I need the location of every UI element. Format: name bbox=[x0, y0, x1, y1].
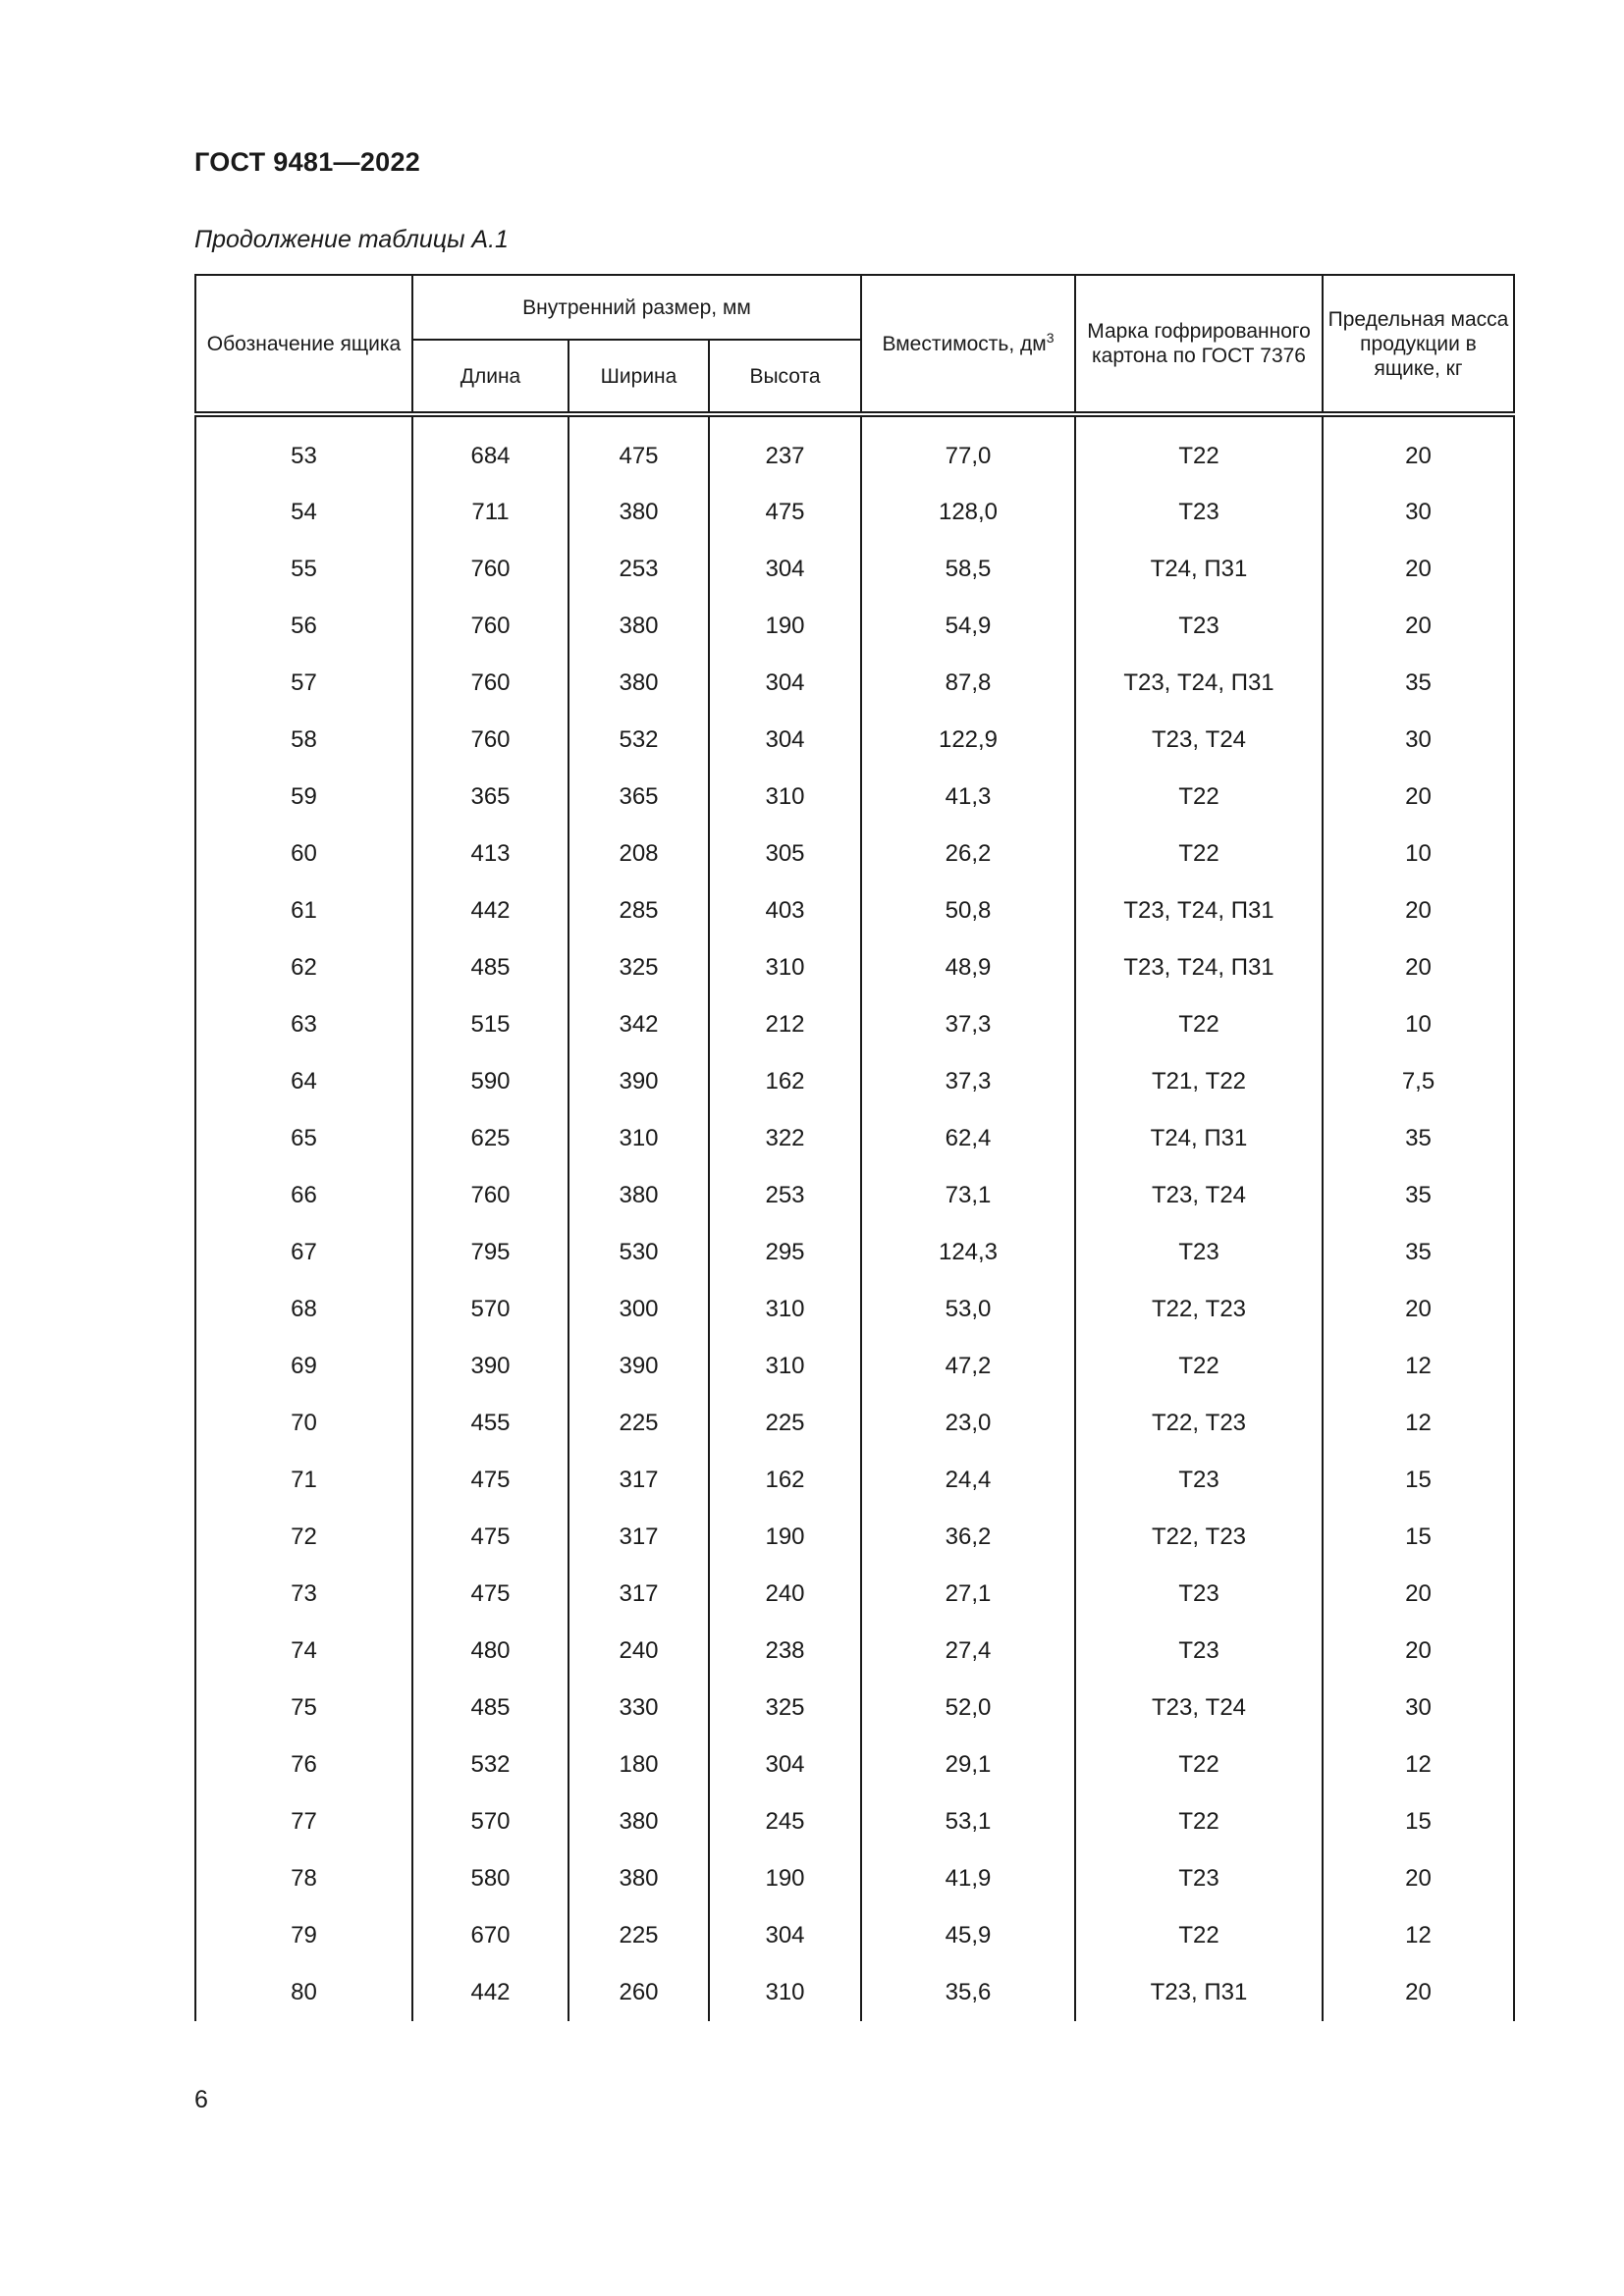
table-row bbox=[195, 882, 1514, 939]
cell-capacity: 35,6 bbox=[861, 1964, 1075, 2021]
cell-height: 162 bbox=[709, 1053, 861, 1110]
cell-grade: Т22, Т23 bbox=[1075, 1509, 1323, 1566]
cell-width: 330 bbox=[568, 1680, 709, 1736]
cell-capacity: 36,2 bbox=[861, 1509, 1075, 1566]
cell-max-mass: 20 bbox=[1323, 939, 1514, 996]
cell-width: 325 bbox=[568, 939, 709, 996]
table-row bbox=[195, 1281, 1514, 1338]
cell-height: 310 bbox=[709, 769, 861, 826]
cell-max-mass: 30 bbox=[1323, 484, 1514, 541]
cell-capacity: 26,2 bbox=[861, 826, 1075, 882]
table-row bbox=[195, 541, 1514, 598]
cell-grade: Т21, Т22 bbox=[1075, 1053, 1323, 1110]
cell-length: 625 bbox=[412, 1110, 568, 1167]
table-header bbox=[195, 275, 1514, 414]
cell-capacity: 37,3 bbox=[861, 1053, 1075, 1110]
cell-grade: Т23, Т24, П31 bbox=[1075, 882, 1323, 939]
cell-width: 253 bbox=[568, 541, 709, 598]
cell-grade: Т23 bbox=[1075, 1850, 1323, 1907]
cell-max-mass: 20 bbox=[1323, 1623, 1514, 1680]
cell-length: 760 bbox=[412, 541, 568, 598]
cell-height: 304 bbox=[709, 655, 861, 712]
cell-grade: Т23, Т24, П31 bbox=[1075, 939, 1323, 996]
cell-max-mass: 20 bbox=[1323, 1281, 1514, 1338]
cell-designation: 70 bbox=[195, 1395, 412, 1452]
cell-max-mass: 30 bbox=[1323, 1680, 1514, 1736]
cell-grade: Т23, П31 bbox=[1075, 1964, 1323, 2021]
cell-designation: 72 bbox=[195, 1509, 412, 1566]
cell-width: 380 bbox=[568, 1850, 709, 1907]
cell-designation: 71 bbox=[195, 1452, 412, 1509]
cell-grade: Т23, Т24 bbox=[1075, 1680, 1323, 1736]
cell-capacity: 77,0 bbox=[861, 414, 1075, 484]
table-row bbox=[195, 1509, 1514, 1566]
cell-height: 310 bbox=[709, 1338, 861, 1395]
cell-designation: 56 bbox=[195, 598, 412, 655]
cell-designation: 68 bbox=[195, 1281, 412, 1338]
document-title: ГОСТ 9481—2022 bbox=[194, 147, 421, 177]
cell-max-mass: 20 bbox=[1323, 598, 1514, 655]
cell-height: 253 bbox=[709, 1167, 861, 1224]
cell-height: 304 bbox=[709, 1736, 861, 1793]
cell-length: 795 bbox=[412, 1224, 568, 1281]
header-designation: Обозначение ящика bbox=[195, 275, 412, 414]
cell-max-mass: 35 bbox=[1323, 655, 1514, 712]
table-row bbox=[195, 1736, 1514, 1793]
cell-capacity: 50,8 bbox=[861, 882, 1075, 939]
cell-max-mass: 12 bbox=[1323, 1338, 1514, 1395]
cell-capacity: 54,9 bbox=[861, 598, 1075, 655]
cell-height: 245 bbox=[709, 1793, 861, 1850]
table-row bbox=[195, 1623, 1514, 1680]
cell-designation: 61 bbox=[195, 882, 412, 939]
cell-width: 225 bbox=[568, 1907, 709, 1964]
cell-width: 317 bbox=[568, 1509, 709, 1566]
cell-width: 380 bbox=[568, 1167, 709, 1224]
cell-width: 365 bbox=[568, 769, 709, 826]
header-capacity-label: Вместимость, дм bbox=[882, 332, 1047, 355]
cell-length: 480 bbox=[412, 1623, 568, 1680]
cell-grade: Т23 bbox=[1075, 484, 1323, 541]
table-row bbox=[195, 1167, 1514, 1224]
header-inner-size: Внутренний размер, мм bbox=[412, 275, 861, 340]
cell-designation: 53 bbox=[195, 414, 412, 484]
cell-length: 485 bbox=[412, 1680, 568, 1736]
cell-max-mass: 35 bbox=[1323, 1110, 1514, 1167]
cell-designation: 78 bbox=[195, 1850, 412, 1907]
table-row bbox=[195, 712, 1514, 769]
cell-width: 380 bbox=[568, 1793, 709, 1850]
cell-height: 310 bbox=[709, 1964, 861, 2021]
cell-max-mass: 12 bbox=[1323, 1736, 1514, 1793]
cell-max-mass: 15 bbox=[1323, 1793, 1514, 1850]
cell-grade: Т22 bbox=[1075, 1736, 1323, 1793]
cell-max-mass: 10 bbox=[1323, 826, 1514, 882]
cell-capacity: 37,3 bbox=[861, 996, 1075, 1053]
cell-height: 403 bbox=[709, 882, 861, 939]
cell-height: 237 bbox=[709, 414, 861, 484]
table-row bbox=[195, 1395, 1514, 1452]
cell-length: 515 bbox=[412, 996, 568, 1053]
cell-grade: Т24, П31 bbox=[1075, 1110, 1323, 1167]
cell-width: 208 bbox=[568, 826, 709, 882]
header-capacity bbox=[861, 275, 1075, 414]
cell-capacity: 41,9 bbox=[861, 1850, 1075, 1907]
cell-designation: 58 bbox=[195, 712, 412, 769]
box-sizes-table bbox=[194, 274, 1515, 2021]
cell-length: 711 bbox=[412, 484, 568, 541]
cell-height: 190 bbox=[709, 598, 861, 655]
cell-capacity: 122,9 bbox=[861, 712, 1075, 769]
cell-width: 475 bbox=[568, 414, 709, 484]
cell-designation: 62 bbox=[195, 939, 412, 996]
cell-height: 212 bbox=[709, 996, 861, 1053]
cell-max-mass: 7,5 bbox=[1323, 1053, 1514, 1110]
cell-height: 190 bbox=[709, 1509, 861, 1566]
table-row bbox=[195, 1850, 1514, 1907]
table-row bbox=[195, 939, 1514, 996]
table-caption: Продолжение таблицы А.1 bbox=[194, 226, 509, 253]
cell-designation: 80 bbox=[195, 1964, 412, 2021]
cell-designation: 64 bbox=[195, 1053, 412, 1110]
data-table-container bbox=[194, 274, 1513, 2021]
cell-capacity: 53,0 bbox=[861, 1281, 1075, 1338]
cell-width: 390 bbox=[568, 1338, 709, 1395]
cell-grade: Т23 bbox=[1075, 1566, 1323, 1623]
table-row bbox=[195, 598, 1514, 655]
cell-designation: 67 bbox=[195, 1224, 412, 1281]
cell-length: 442 bbox=[412, 1964, 568, 2021]
table-row bbox=[195, 1224, 1514, 1281]
cell-capacity: 23,0 bbox=[861, 1395, 1075, 1452]
cell-max-mass: 12 bbox=[1323, 1395, 1514, 1452]
cell-length: 580 bbox=[412, 1850, 568, 1907]
cell-height: 325 bbox=[709, 1680, 861, 1736]
cell-width: 225 bbox=[568, 1395, 709, 1452]
cell-designation: 75 bbox=[195, 1680, 412, 1736]
cell-capacity: 27,1 bbox=[861, 1566, 1075, 1623]
cell-width: 240 bbox=[568, 1623, 709, 1680]
cell-designation: 59 bbox=[195, 769, 412, 826]
cell-grade: Т23 bbox=[1075, 1623, 1323, 1680]
table-row bbox=[195, 1566, 1514, 1623]
cell-length: 390 bbox=[412, 1338, 568, 1395]
cell-grade: Т23 bbox=[1075, 598, 1323, 655]
cell-height: 322 bbox=[709, 1110, 861, 1167]
cell-max-mass: 10 bbox=[1323, 996, 1514, 1053]
cell-capacity: 45,9 bbox=[861, 1907, 1075, 1964]
table-row bbox=[195, 769, 1514, 826]
cell-grade: Т24, П31 bbox=[1075, 541, 1323, 598]
cell-length: 760 bbox=[412, 712, 568, 769]
header-length: Длина bbox=[412, 340, 568, 414]
cell-max-mass: 35 bbox=[1323, 1224, 1514, 1281]
cell-max-mass: 20 bbox=[1323, 414, 1514, 484]
cell-height: 190 bbox=[709, 1850, 861, 1907]
cell-designation: 76 bbox=[195, 1736, 412, 1793]
cell-width: 317 bbox=[568, 1566, 709, 1623]
cell-max-mass: 35 bbox=[1323, 1167, 1514, 1224]
cell-length: 475 bbox=[412, 1509, 568, 1566]
cell-grade: Т22 bbox=[1075, 826, 1323, 882]
cell-width: 260 bbox=[568, 1964, 709, 2021]
cell-capacity: 128,0 bbox=[861, 484, 1075, 541]
cell-length: 570 bbox=[412, 1281, 568, 1338]
cell-max-mass: 15 bbox=[1323, 1509, 1514, 1566]
cell-grade: Т23 bbox=[1075, 1452, 1323, 1509]
cell-grade: Т22 bbox=[1075, 1338, 1323, 1395]
cell-max-mass: 20 bbox=[1323, 882, 1514, 939]
cell-designation: 69 bbox=[195, 1338, 412, 1395]
cell-length: 760 bbox=[412, 1167, 568, 1224]
cell-width: 532 bbox=[568, 712, 709, 769]
cell-designation: 79 bbox=[195, 1907, 412, 1964]
table-row bbox=[195, 1907, 1514, 1964]
table-row bbox=[195, 1452, 1514, 1509]
cell-capacity: 62,4 bbox=[861, 1110, 1075, 1167]
cell-grade: Т23, Т24 bbox=[1075, 712, 1323, 769]
cell-designation: 55 bbox=[195, 541, 412, 598]
cell-length: 670 bbox=[412, 1907, 568, 1964]
cell-width: 380 bbox=[568, 484, 709, 541]
cell-capacity: 27,4 bbox=[861, 1623, 1075, 1680]
cell-max-mass: 20 bbox=[1323, 1964, 1514, 2021]
cell-designation: 73 bbox=[195, 1566, 412, 1623]
table-row bbox=[195, 1680, 1514, 1736]
cell-height: 238 bbox=[709, 1623, 861, 1680]
cell-width: 380 bbox=[568, 598, 709, 655]
cell-length: 570 bbox=[412, 1793, 568, 1850]
cell-designation: 63 bbox=[195, 996, 412, 1053]
cell-designation: 77 bbox=[195, 1793, 412, 1850]
cell-length: 485 bbox=[412, 939, 568, 996]
cell-designation: 65 bbox=[195, 1110, 412, 1167]
cell-width: 530 bbox=[568, 1224, 709, 1281]
table-row bbox=[195, 414, 1514, 484]
table-row bbox=[195, 1338, 1514, 1395]
cell-grade: Т22, Т23 bbox=[1075, 1395, 1323, 1452]
cell-grade: Т23, Т24 bbox=[1075, 1167, 1323, 1224]
cell-grade: Т22 bbox=[1075, 996, 1323, 1053]
table-row bbox=[195, 484, 1514, 541]
cell-height: 295 bbox=[709, 1224, 861, 1281]
cell-designation: 60 bbox=[195, 826, 412, 882]
table-row bbox=[195, 996, 1514, 1053]
cell-length: 442 bbox=[412, 882, 568, 939]
cell-width: 300 bbox=[568, 1281, 709, 1338]
cell-length: 455 bbox=[412, 1395, 568, 1452]
cell-grade: Т22 bbox=[1075, 1907, 1323, 1964]
table-row bbox=[195, 1110, 1514, 1167]
cell-length: 532 bbox=[412, 1736, 568, 1793]
header-max-mass: Предельная масса продукции в ящике, кг bbox=[1323, 275, 1514, 414]
page-number: 6 bbox=[194, 2086, 208, 2113]
cell-height: 304 bbox=[709, 712, 861, 769]
header-width: Ширина bbox=[568, 340, 709, 414]
cell-max-mass: 20 bbox=[1323, 769, 1514, 826]
cell-grade: Т23, Т24, П31 bbox=[1075, 655, 1323, 712]
cell-designation: 54 bbox=[195, 484, 412, 541]
cell-length: 475 bbox=[412, 1566, 568, 1623]
cell-max-mass: 30 bbox=[1323, 712, 1514, 769]
cell-grade: Т22 bbox=[1075, 1793, 1323, 1850]
cell-capacity: 47,2 bbox=[861, 1338, 1075, 1395]
cell-width: 390 bbox=[568, 1053, 709, 1110]
cell-length: 475 bbox=[412, 1452, 568, 1509]
cell-capacity: 29,1 bbox=[861, 1736, 1075, 1793]
cell-length: 760 bbox=[412, 598, 568, 655]
header-capacity-superscript: 3 bbox=[1046, 329, 1055, 346]
cell-height: 225 bbox=[709, 1395, 861, 1452]
cell-capacity: 53,1 bbox=[861, 1793, 1075, 1850]
cell-designation: 74 bbox=[195, 1623, 412, 1680]
cell-width: 310 bbox=[568, 1110, 709, 1167]
cell-capacity: 58,5 bbox=[861, 541, 1075, 598]
cell-length: 760 bbox=[412, 655, 568, 712]
cell-height: 240 bbox=[709, 1566, 861, 1623]
cell-length: 365 bbox=[412, 769, 568, 826]
cell-length: 590 bbox=[412, 1053, 568, 1110]
table-row bbox=[195, 826, 1514, 882]
table-row bbox=[195, 1793, 1514, 1850]
cell-height: 310 bbox=[709, 939, 861, 996]
cell-max-mass: 20 bbox=[1323, 1566, 1514, 1623]
cell-capacity: 124,3 bbox=[861, 1224, 1075, 1281]
cell-height: 304 bbox=[709, 1907, 861, 1964]
cell-max-mass: 12 bbox=[1323, 1907, 1514, 1964]
cell-width: 317 bbox=[568, 1452, 709, 1509]
cell-max-mass: 20 bbox=[1323, 1850, 1514, 1907]
cell-height: 305 bbox=[709, 826, 861, 882]
table-row bbox=[195, 1053, 1514, 1110]
table-row bbox=[195, 1964, 1514, 2021]
cell-designation: 66 bbox=[195, 1167, 412, 1224]
cell-height: 304 bbox=[709, 541, 861, 598]
cell-designation: 57 bbox=[195, 655, 412, 712]
cell-length: 684 bbox=[412, 414, 568, 484]
cell-width: 342 bbox=[568, 996, 709, 1053]
cell-grade: Т23 bbox=[1075, 1224, 1323, 1281]
cell-capacity: 87,8 bbox=[861, 655, 1075, 712]
cell-width: 380 bbox=[568, 655, 709, 712]
cell-grade: Т22 bbox=[1075, 414, 1323, 484]
cell-height: 310 bbox=[709, 1281, 861, 1338]
cell-grade: Т22, Т23 bbox=[1075, 1281, 1323, 1338]
header-height: Высота bbox=[709, 340, 861, 414]
cell-height: 475 bbox=[709, 484, 861, 541]
cell-capacity: 24,4 bbox=[861, 1452, 1075, 1509]
cell-capacity: 41,3 bbox=[861, 769, 1075, 826]
cell-length: 413 bbox=[412, 826, 568, 882]
cell-max-mass: 15 bbox=[1323, 1452, 1514, 1509]
cell-width: 180 bbox=[568, 1736, 709, 1793]
cell-capacity: 48,9 bbox=[861, 939, 1075, 996]
cell-max-mass: 20 bbox=[1323, 541, 1514, 598]
cell-capacity: 52,0 bbox=[861, 1680, 1075, 1736]
cell-grade: Т22 bbox=[1075, 769, 1323, 826]
header-cardboard-grade: Марка гофрированного картона по ГОСТ 7376 bbox=[1075, 275, 1323, 414]
cell-capacity: 73,1 bbox=[861, 1167, 1075, 1224]
table-row bbox=[195, 655, 1514, 712]
cell-width: 285 bbox=[568, 882, 709, 939]
table-body bbox=[195, 414, 1514, 2021]
cell-height: 162 bbox=[709, 1452, 861, 1509]
